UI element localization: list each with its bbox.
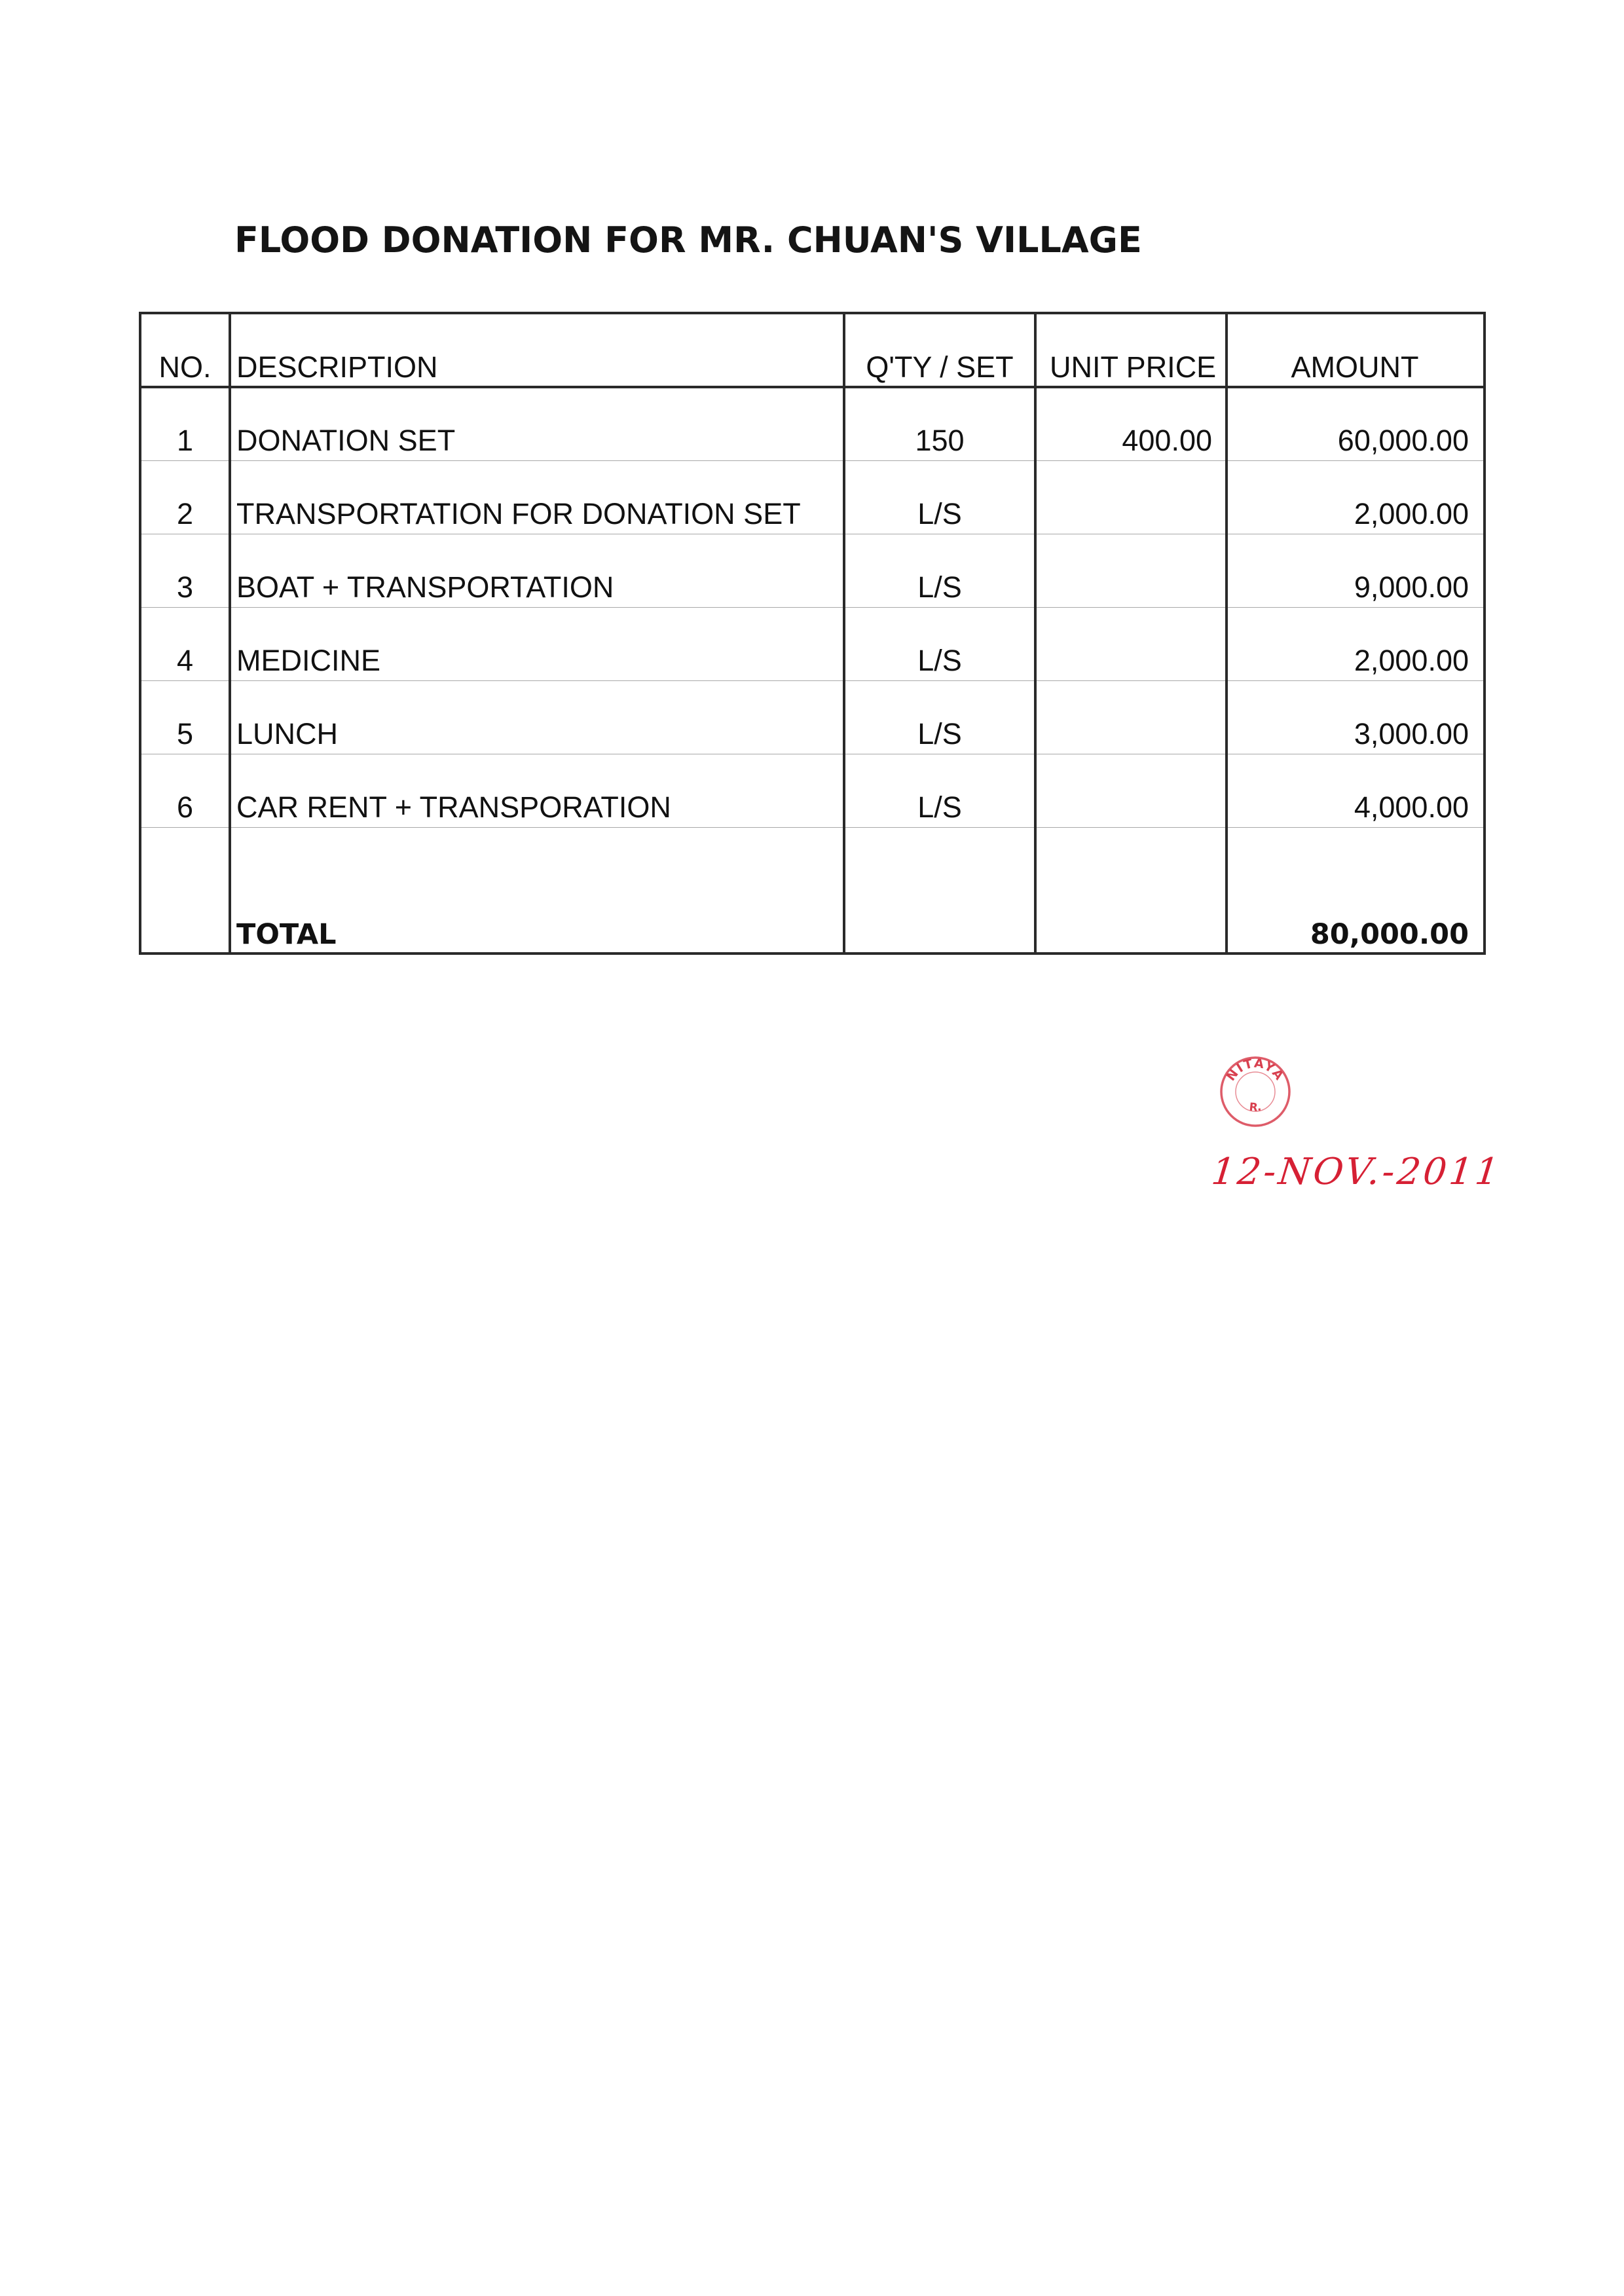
- row-description: MEDICINE: [230, 607, 844, 680]
- handwritten-date-text: 12-NOV.-2011: [1209, 1151, 1504, 1193]
- total-amount: 80,000.00: [1227, 827, 1485, 954]
- row-description: BOAT + TRANSPORTATION: [230, 534, 844, 607]
- table-row: [140, 754, 1485, 827]
- donation-table: [139, 312, 1486, 955]
- svg-text:NITAYA: [1224, 1056, 1287, 1083]
- header-qty: Q'TY / SET: [844, 313, 1035, 387]
- table-row: [140, 607, 1485, 680]
- table-row: [140, 680, 1485, 754]
- total-no-cell: [140, 827, 230, 954]
- row-no: 1: [140, 387, 230, 460]
- table-row: [140, 460, 1485, 534]
- row-unit-price: [1035, 680, 1227, 754]
- table-header-row: [140, 313, 1485, 387]
- stamp-text-top: NITAYA: [1223, 1056, 1287, 1084]
- row-qty: 150: [844, 387, 1035, 460]
- row-qty: L/S: [844, 680, 1035, 754]
- row-amount: 60,000.00: [1227, 387, 1485, 460]
- header-unit-price: UNIT PRICE: [1035, 313, 1227, 387]
- row-qty: L/S: [844, 460, 1035, 534]
- page-title: FLOOD DONATION FOR MR. CHUAN'S VILLAGE: [234, 219, 1142, 261]
- row-no: 2: [140, 460, 230, 534]
- row-qty: L/S: [844, 607, 1035, 680]
- row-description: CAR RENT + TRANSPORATION: [230, 754, 844, 827]
- row-amount: 2,000.00: [1227, 460, 1485, 534]
- row-qty: L/S: [844, 534, 1035, 607]
- row-unit-price: [1035, 460, 1227, 534]
- total-label: TOTAL: [230, 827, 844, 954]
- row-description: LUNCH: [230, 680, 844, 754]
- row-unit-price: [1035, 754, 1227, 827]
- total-row: [140, 827, 1485, 954]
- header-amount: AMOUNT: [1227, 313, 1485, 387]
- row-unit-price: 400.00: [1035, 387, 1227, 460]
- stamp-text-bottom: R.: [1248, 1100, 1263, 1115]
- row-amount: 9,000.00: [1227, 534, 1485, 607]
- row-amount: 3,000.00: [1227, 680, 1485, 754]
- row-amount: 2,000.00: [1227, 607, 1485, 680]
- name-stamp: [1217, 1053, 1294, 1130]
- table-row: [140, 387, 1485, 460]
- header-no: NO.: [140, 313, 230, 387]
- header-description: DESCRIPTION: [230, 313, 844, 387]
- svg-text:R.: [1249, 1100, 1263, 1115]
- total-qty-cell: [844, 827, 1035, 954]
- row-no: 6: [140, 754, 230, 827]
- row-no: 5: [140, 680, 230, 754]
- handwritten-date: [1209, 1137, 1504, 1202]
- total-unit-cell: [1035, 827, 1227, 954]
- row-unit-price: [1035, 607, 1227, 680]
- row-no: 3: [140, 534, 230, 607]
- table-row: [140, 534, 1485, 607]
- row-no: 4: [140, 607, 230, 680]
- row-description: DONATION SET: [230, 387, 844, 460]
- row-unit-price: [1035, 534, 1227, 607]
- row-description: TRANSPORTATION FOR DONATION SET: [230, 460, 844, 534]
- row-amount: 4,000.00: [1227, 754, 1485, 827]
- row-qty: L/S: [844, 754, 1035, 827]
